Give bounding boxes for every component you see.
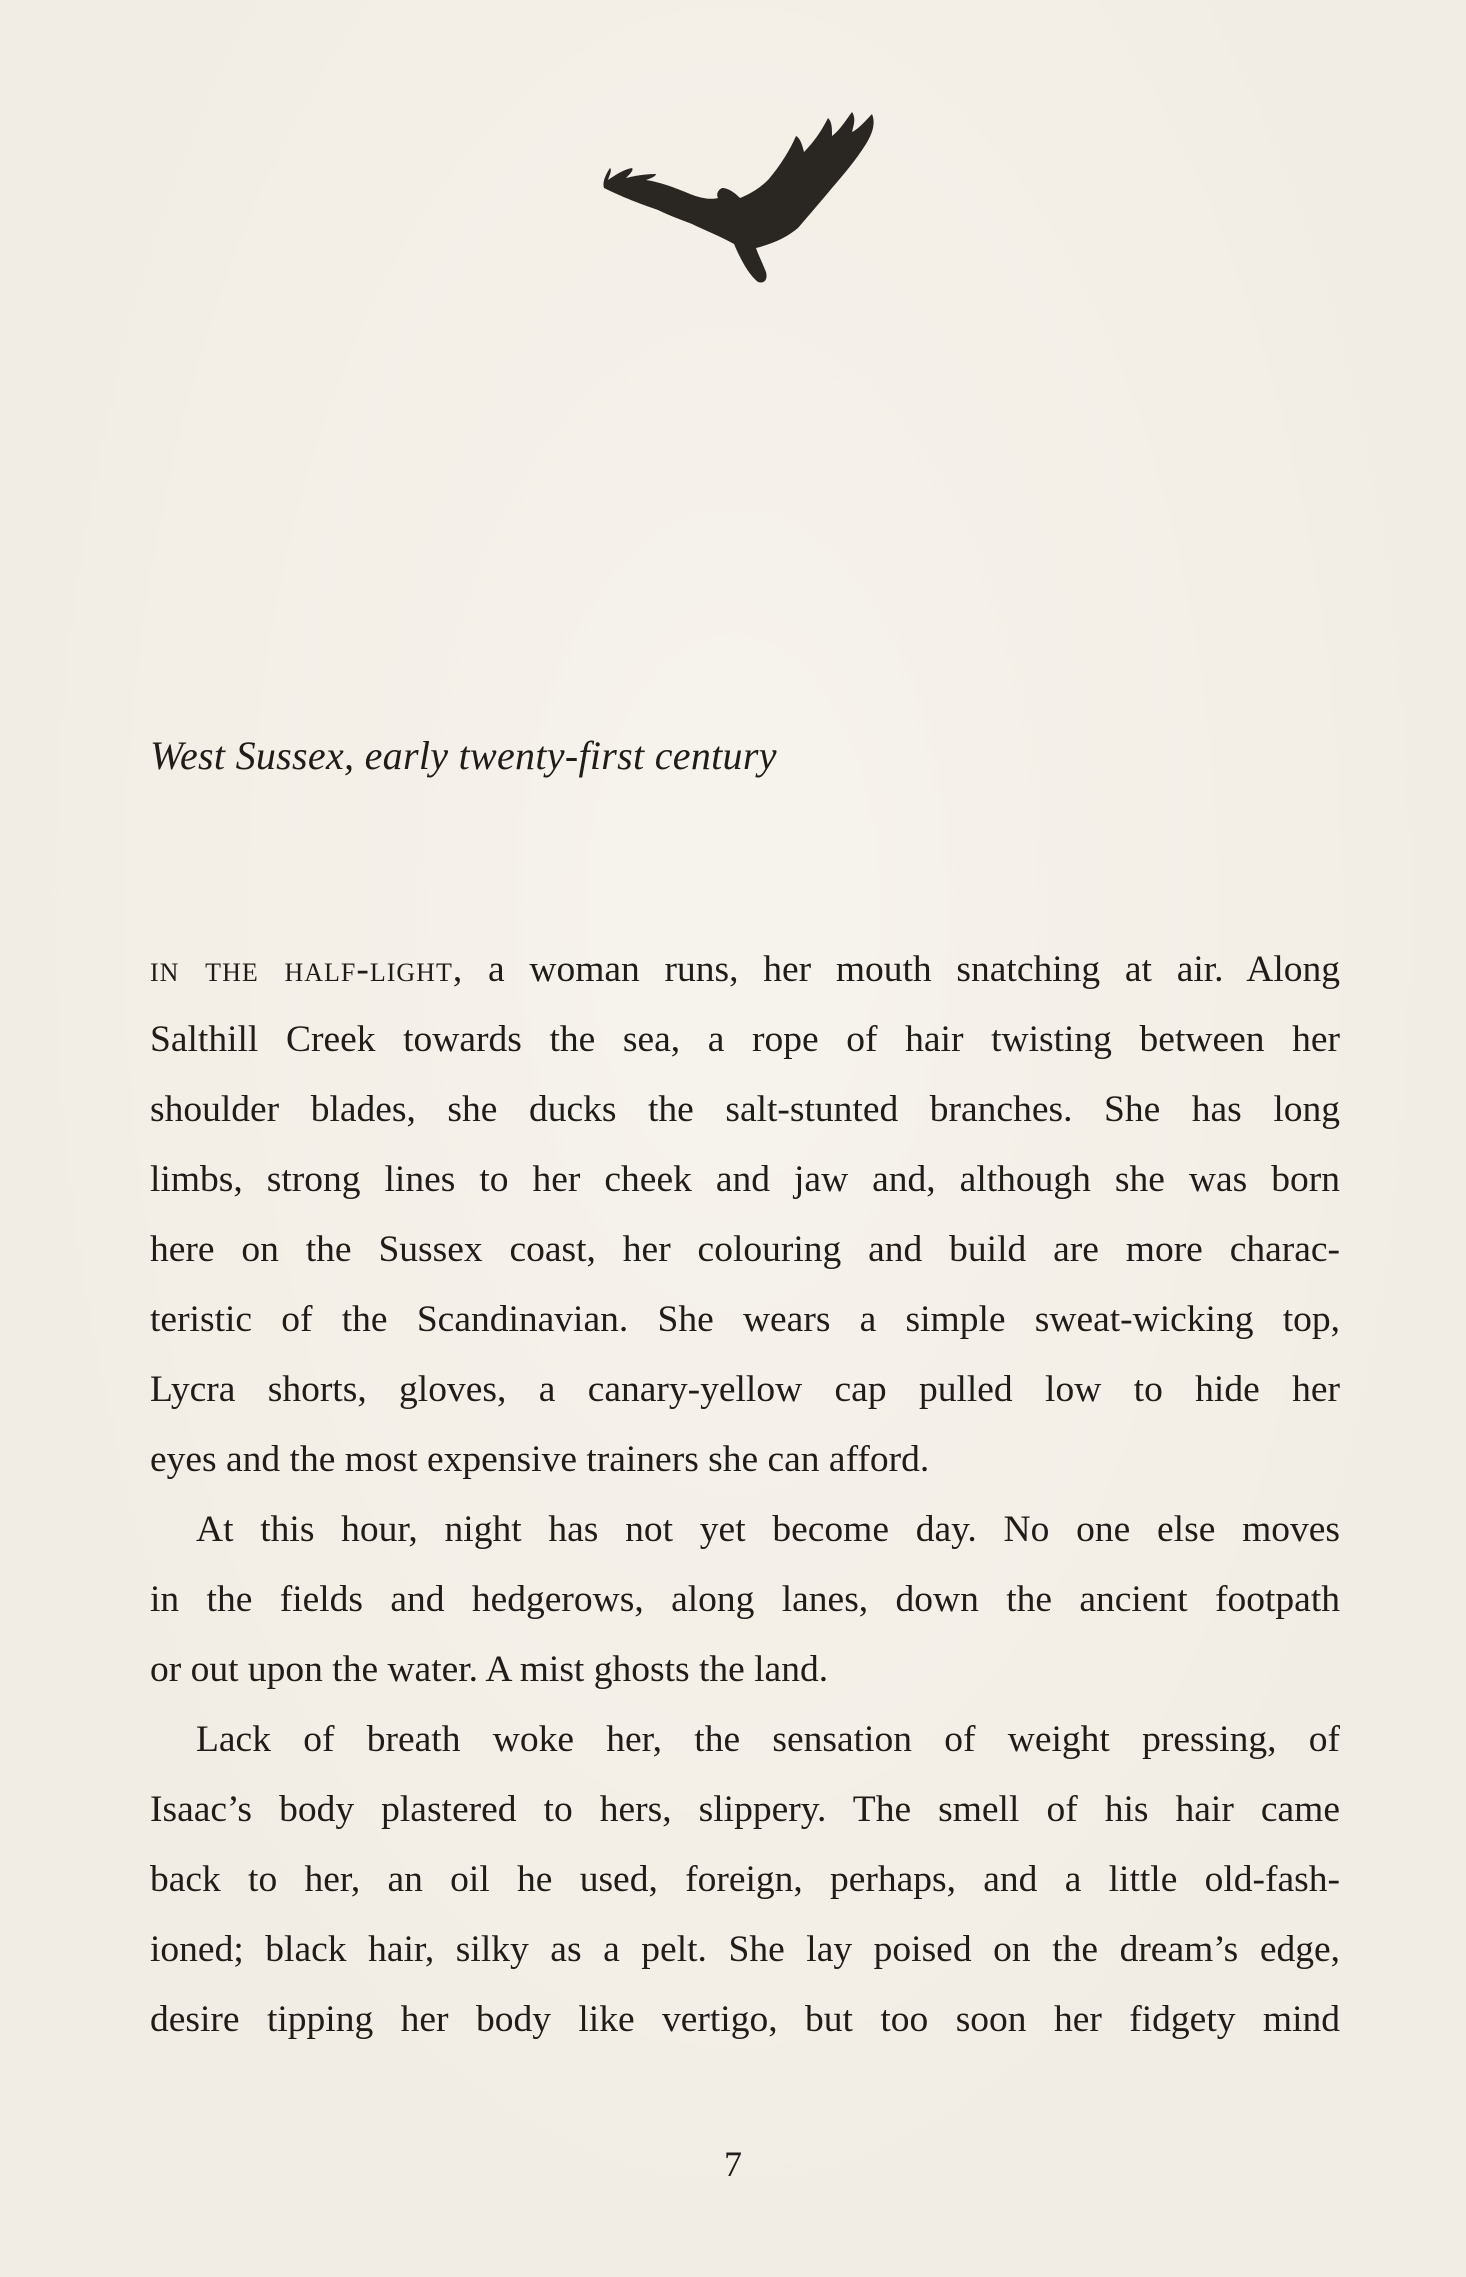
text-line: Isaac’s body plastered to hers, slippery. The smell of his hair came [150,1789,1340,1830]
text-line: Lack of breath woke her, the sensation of weight pressing, of [196,1719,1340,1760]
text-line: in the half-light, a woman runs, her mouth snatching at air. Along [150,949,1340,990]
text-line: Lycra shorts, gloves, a canary-yellow cap pulled low to hide her [150,1369,1340,1410]
text-line: back to her, an oil he used, foreign, perhaps, and a little old-fash- [150,1859,1340,1900]
chapter-location-heading: West Sussex, early twenty-first century [150,733,777,778]
text-line: shoulder blades, she ducks the salt-stunted branches. She has long [150,1089,1340,1130]
text-line: At this hour, night has not yet become day. No one else moves [196,1509,1340,1550]
text-line: in the fields and hedgerows, along lanes, down the ancient footpath [150,1579,1340,1620]
text-line: eyes and the most expensive trainers she can afford. [150,1439,930,1480]
text-line: limbs, strong lines to her cheek and jaw and, although she was born [150,1159,1340,1200]
text-line: desire tipping her body like vertigo, but too soon her fidgety mind [150,1999,1340,2040]
flying-bird-icon [600,108,880,288]
opening-smallcaps: in the half-light, [150,949,464,990]
text-line: teristic of the Scandinavian. She wears a simple sweat-wicking top, [150,1299,1340,1340]
text-line: here on the Sussex coast, her colouring and build are more charac- [150,1229,1340,1270]
page-number: 7 [724,2144,742,2184]
text-line: or out upon the water. A mist ghosts the land. [150,1649,829,1690]
text-line: ioned; black hair, silky as a pelt. She lay poised on the dream’s edge, [150,1929,1340,1970]
text-line: Salthill Creek towards the sea, a rope of hair twisting between her [150,1019,1340,1060]
body-text [150,935,1340,2055]
